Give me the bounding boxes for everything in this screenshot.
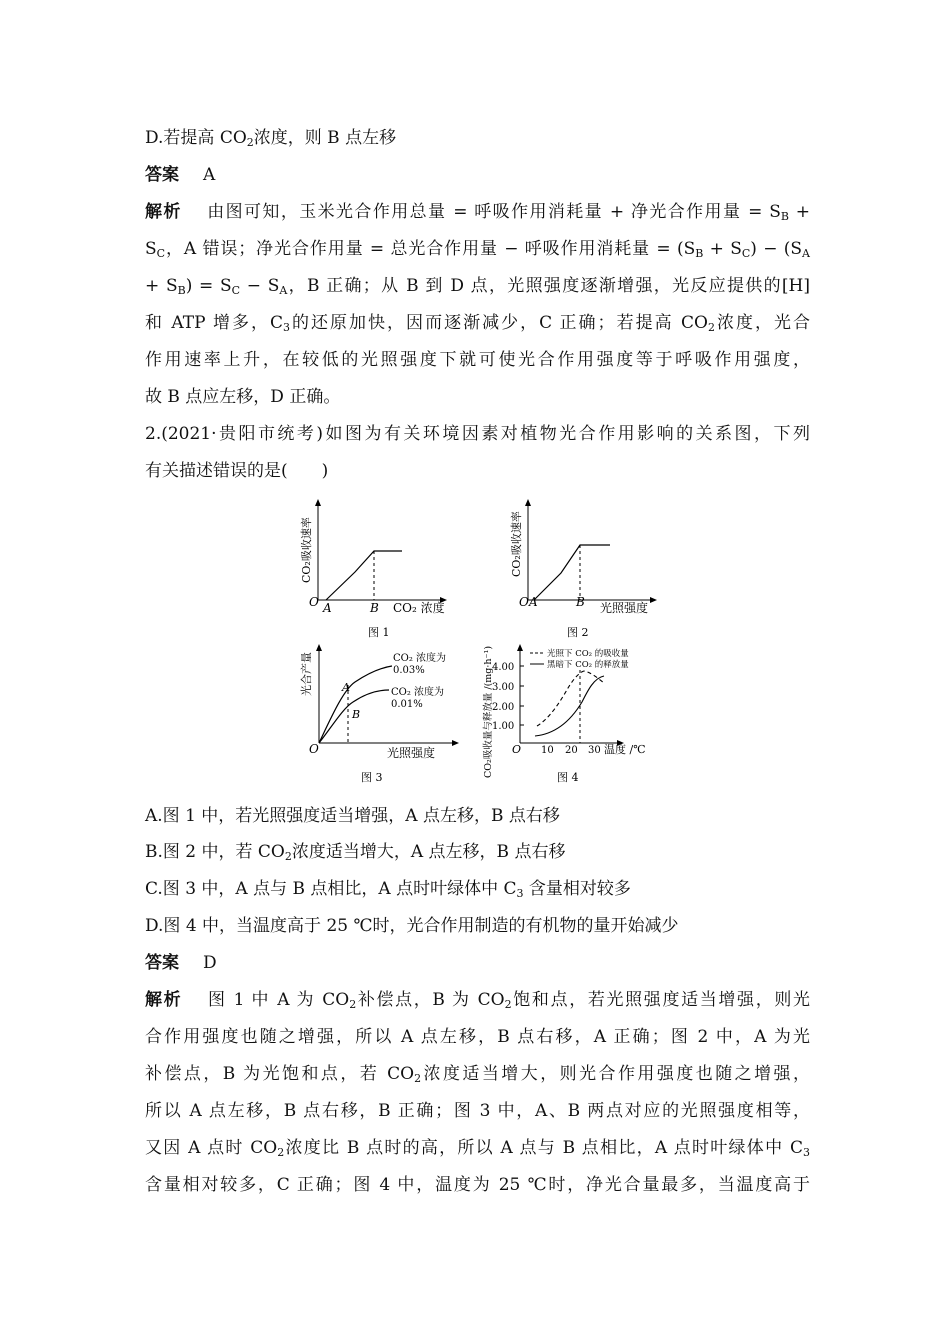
fig3-x-arrow	[452, 740, 459, 746]
subscript: 2	[504, 998, 512, 1011]
q2-analysis-line-4: 所以 A 点左移，B 点右移，B 正确；图 3 中，A、B 两点对应的光照强度相等，	[145, 1101, 810, 1121]
fig1-xlabel: CO₂ 浓度	[393, 601, 445, 615]
subscript: C	[156, 247, 166, 260]
fig1-point-b: B	[370, 601, 379, 615]
fig3-low-label-2: 0.01%	[391, 699, 423, 710]
q1-option-d: D.若提高 $CO_2$浓度，则 B 点左移	[145, 128, 397, 149]
fig1-caption: 图 1	[368, 626, 390, 639]
q1-analysis-line-5: 作用速率上升，在较低的光照强度下就可使光合作用强度等于呼吸作用强度，	[145, 350, 810, 370]
fig2-curve	[534, 545, 610, 600]
answer-label: 答案	[145, 953, 179, 973]
q1-analysis-line-6: 故 B 点应左移，D 正确。	[145, 387, 341, 407]
subscript: 2	[284, 850, 292, 863]
fig4-origin: O	[512, 743, 522, 756]
fig1-point-a: A	[323, 601, 332, 615]
q1-answer	[145, 163, 810, 187]
analysis-text: 图 1 中 A 为 $CO_2$补偿点，B 为 $CO_2$饱和点，若光照强度适当增强，则光	[206, 990, 810, 1011]
q2-stem-line-1: 2.(2021·贵阳市统考)如图为有关环境因素对植物光合作用影响的关系图，下列	[145, 424, 810, 444]
q2-answer	[145, 951, 810, 975]
analysis-text: 由图可知，玉米光合作用总量 = 呼吸作用消耗量 + 净光合作用量 = $S_B$ +	[205, 202, 811, 223]
analysis-label: 解析	[145, 990, 183, 1010]
fig1-curve	[326, 551, 402, 600]
fig3-origin: O	[309, 742, 319, 756]
subscript: 3	[516, 887, 524, 900]
q2-option-a: A.图 1 中，若光照强度适当增强，A 点左移，B 点右移	[145, 806, 560, 826]
fig3-ylabel: 光合产量	[300, 652, 313, 696]
fig2-point-a: A	[529, 595, 538, 609]
answer-value: A	[203, 165, 216, 185]
subscript: 2	[414, 1072, 422, 1085]
answer-value: D	[203, 953, 217, 973]
subscript: B	[780, 210, 789, 223]
fig2-xlabel: 光照强度	[600, 601, 649, 615]
fig4-ytick-label-4: 4.00	[492, 662, 515, 673]
fig4-ytick-label-1: 1.00	[492, 721, 515, 732]
figure-3	[295, 640, 465, 785]
answer-label: 答案	[145, 165, 179, 185]
fig3-caption: 图 3	[361, 771, 383, 784]
fig4-y-arrow	[517, 644, 523, 651]
fig3-high-label-2: 0.03%	[393, 665, 425, 676]
fig3-point-a: A	[342, 681, 350, 694]
fig3-xlabel: 光照强度	[387, 746, 436, 760]
fig4-legend-dark: 黑暗下 CO₂ 的释放量	[547, 660, 629, 670]
q2-option-d: D.图 4 中，当温度高于 25 ℃时，光合作用制造的有机物的量开始减少	[145, 916, 679, 936]
subscript: 3	[803, 1146, 810, 1159]
fig4-legend-light: 光照下 CO₂ 的吸收量	[547, 649, 629, 659]
fig2-x-arrow	[650, 597, 657, 603]
fig2-caption: 图 2	[567, 626, 589, 639]
fig1-y-arrow	[315, 499, 321, 506]
q2-analysis-line-2: 合作用强度也随之增强，所以 A 点左移，B 点右移，A 正确；图 2 中，A 为光	[145, 1027, 810, 1047]
figure-2	[505, 495, 675, 640]
fig3-curve-high	[319, 666, 392, 743]
subscript: C	[741, 247, 751, 260]
fig4-ylabel: CO₂吸收量与释放量 /(mg·h⁻¹)	[483, 645, 494, 778]
subscript: 2	[349, 998, 357, 1011]
fig4-xtick-label-3: 30	[588, 745, 601, 756]
q2-stem-line-2: 有关描述错误的是( )	[145, 461, 329, 481]
q2-analysis-line-3: 补偿点，B 为光饱和点，若 $CO_2$浓度适当增大，则光合作用强度也随之增强，	[145, 1064, 811, 1085]
fig1-ylabel: CO₂吸收速率	[300, 517, 313, 583]
subscript: B	[695, 247, 704, 260]
subscript: 2	[707, 321, 715, 334]
q2-option-c: C.图 3 中，A 点与 B 点相比，A 点时叶绿体中 $C_3$ 含量相对较多	[145, 879, 631, 900]
fig2-ylabel: CO₂吸收速率	[510, 511, 523, 577]
fig3-point-b: B	[352, 708, 361, 721]
q1-analysis-line-2: $S_C$，A 错误；净光合作用量 = 总光合作用量 − 呼吸作用消耗量 = $(S_B + S_C) - (S_A$	[145, 239, 810, 260]
subscript: 2	[246, 136, 254, 149]
q2-analysis-line-5: 又因 A 点时 $CO_2$浓度比 B 点时的高，所以 A 点与 B 点相比，A 点时叶绿体中 $C_3$	[145, 1138, 810, 1159]
fig4-xtick-label-1: 10	[541, 745, 554, 756]
fig1-origin: O	[309, 595, 319, 609]
q1-analysis-line-4: 和 ATP 增多，$C_3$的还原加快，因而逐渐减少，C 正确；若提高 $CO_2$浓度，光合	[145, 313, 810, 334]
subscript: A	[802, 247, 810, 260]
subscript: 2	[277, 1146, 285, 1159]
figure-4	[480, 640, 665, 785]
fig4-xlabel: 温度 /℃	[604, 743, 646, 756]
figure-1	[295, 495, 465, 640]
fig4-xtick-label-2: 20	[565, 745, 578, 756]
subscript: B	[177, 284, 186, 297]
fig2-y-arrow	[525, 499, 531, 506]
fig2-origin: O	[519, 595, 529, 609]
q2-analysis-line-1	[145, 988, 810, 1012]
fig4-caption: 图 4	[557, 771, 579, 784]
fig3-y-arrow	[316, 644, 322, 651]
fig4-ytick-label-3: 3.00	[492, 682, 515, 693]
fig2-point-b: B	[576, 595, 585, 609]
subscript: C	[231, 284, 241, 297]
analysis-label: 解析	[145, 202, 182, 222]
subscript: 3	[283, 321, 290, 334]
fig3-low-label-1: CO₂ 浓度为	[391, 687, 445, 698]
q2-analysis-line-6: 含量相对较多，C 正确；图 4 中，温度为 25 ℃时，净光合量最多，当温度高于	[145, 1175, 810, 1195]
q2-option-b: B.图 2 中，若 $CO_2$浓度适当增大，A 点左移，B 点右移	[145, 842, 566, 863]
subscript: A	[279, 284, 288, 297]
q1-analysis-line-3: + $S_B) = S_C - S_A$，B 正确；从 B 到 D 点，光照强度逐渐增强，光反应提供的[H]	[145, 276, 810, 297]
q1-analysis-line-1	[145, 200, 810, 224]
fig4-ytick-label-2: 2.00	[492, 702, 515, 713]
fig3-high-label-1: CO₂ 浓度为	[393, 653, 447, 664]
